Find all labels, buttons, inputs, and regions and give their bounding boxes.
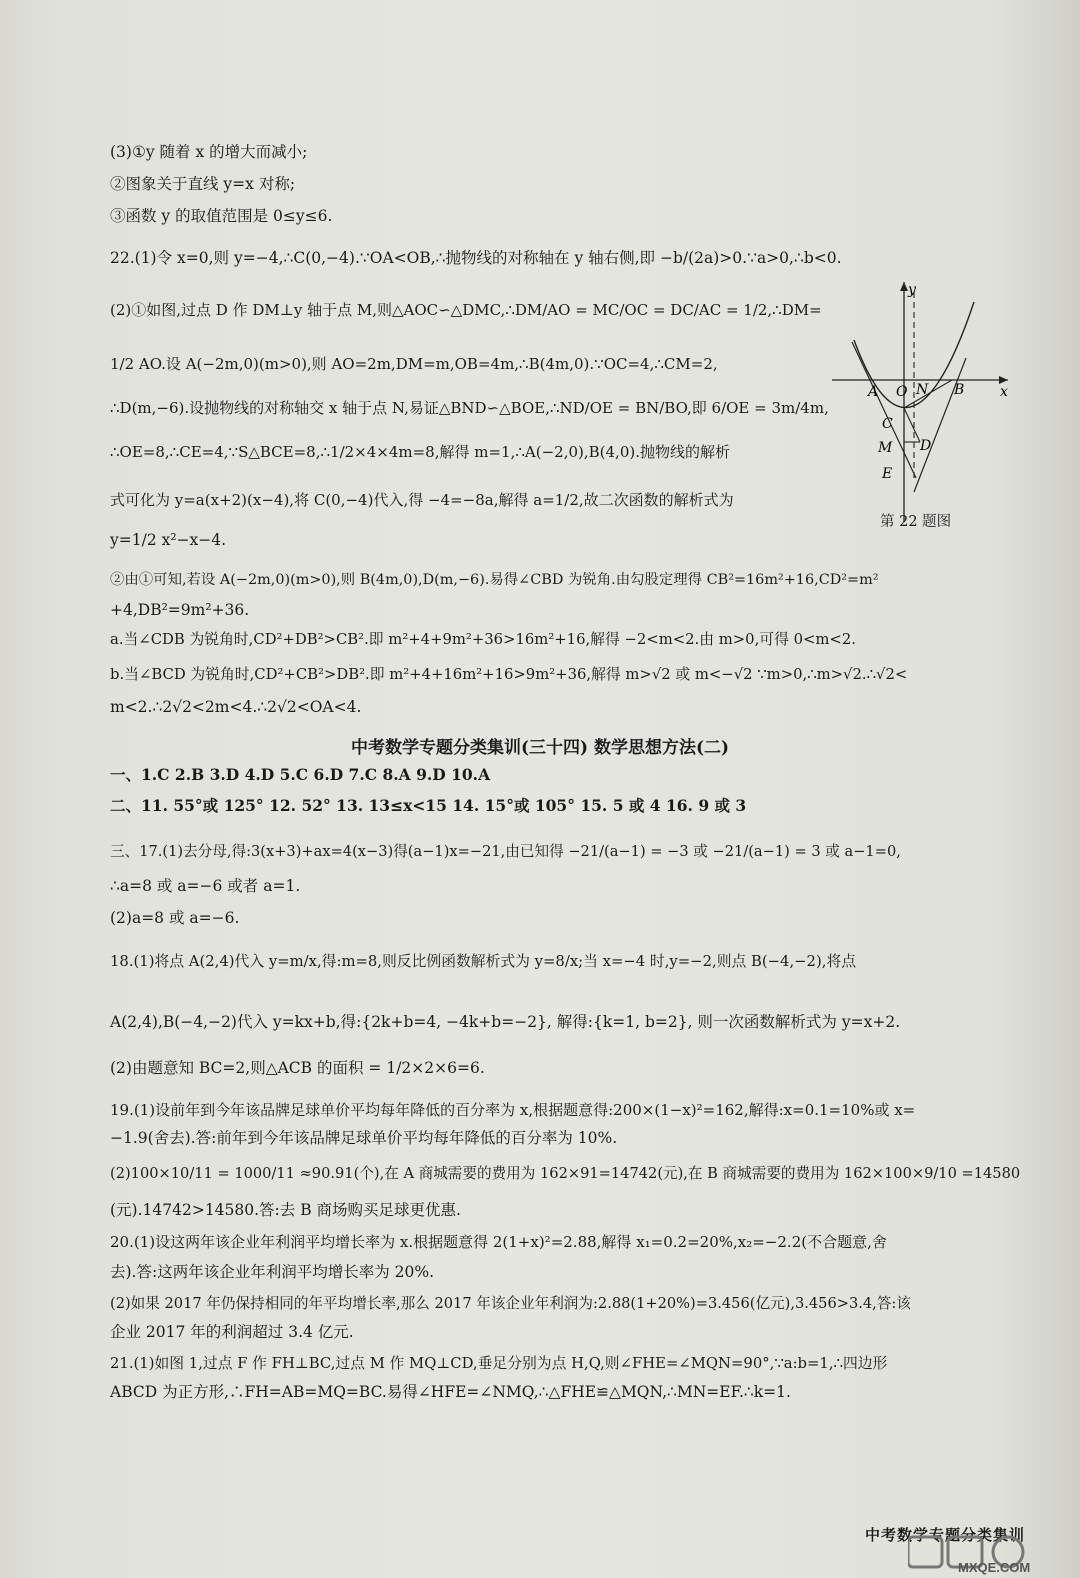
figure-label-e: E bbox=[882, 466, 893, 482]
text-line: 21.(1)如图 1,过点 F 作 FH⊥BC,过点 M 作 MQ⊥CD,垂足分别为点 H,Q,则∠FHE=∠MQN=90°,∵a:b=1,∴四边形 bbox=[110, 1355, 888, 1372]
text-line: m<2.∴2√2<2m<4.∴2√2<OA<4. bbox=[110, 698, 362, 716]
text-line: ∴OE=8,∴CE=4,∵S△BCE=8,∴1/2×4×4m=8,解得 m=1,∴A(−2,0),B(4,0).抛物线的解析 bbox=[110, 443, 730, 461]
figure-label-x: x bbox=[1000, 384, 1008, 400]
answer-line: 一、1.C 2.B 3.D 4.D 5.C 6.D 7.C 8.A 9.D 10.A bbox=[110, 765, 491, 784]
parabola-figure bbox=[832, 282, 1012, 532]
figure-label-c: C bbox=[882, 416, 893, 432]
text-line: (2)①如图,过点 D 作 DM⊥y 轴于点 M,则△AOC∽△DMC,∴DM/AO = MC/OC = DC/AC = 1/2,∴DM= bbox=[110, 301, 822, 319]
text-line: 式可化为 y=a(x+2)(x−4),将 C(0,−4)代入,得 −4=−8a,解得 a=1/2,故二次函数的解析式为 bbox=[110, 491, 734, 509]
text-line: 三、17.(1)去分母,得:3(x+3)+ax=4(x−3)得(a−1)x=−21,由已知得 −21/(a−1) = −3 或 −21/(a−1) = 3 或 a−1=0, bbox=[110, 843, 901, 860]
section-title: 中考数学专题分类集训(三十四) 数学思想方法(二) bbox=[350, 738, 730, 758]
text-line: ③函数 y 的取值范围是 0≤y≤6. bbox=[110, 207, 333, 225]
text-line: (2)由题意知 BC=2,则△ACB 的面积 = 1/2×2×6=6. bbox=[110, 1059, 485, 1077]
figure-label-a: A bbox=[868, 384, 879, 400]
text-line: a.当∠CDB 为锐角时,CD²+DB²>CB².即 m²+4+9m²+36>16m²+16,解得 −2<m<2.由 m>0,可得 0<m<2. bbox=[110, 631, 856, 648]
line-be bbox=[914, 358, 966, 492]
figure-label-y: y bbox=[908, 282, 916, 298]
line-ae bbox=[852, 342, 916, 478]
figure-label-m: M bbox=[878, 440, 893, 456]
answer-line: 二、11. 55°或 125° 12. 52° 13. 13≤x<15 14. 15°或 105° 15. 5 或 4 16. 9 或 3 bbox=[110, 796, 747, 815]
text-line: (2)a=8 或 a=−6. bbox=[110, 909, 240, 927]
text-line: A(2,4),B(−4,−2)代入 y=kx+b,得:{2k+b=4, −4k+b=−2}, 解得:{k=1, b=2}, 则一次函数解析式为 y=x+2. bbox=[110, 1013, 901, 1031]
text-line: ABCD 为正方形,∴FH=AB=MQ=BC.易得∠HFE=∠NMQ,∴△FHE≌△MQN,∴MN=EF.∴k=1. bbox=[110, 1383, 791, 1401]
figure-label-n: N bbox=[916, 382, 929, 398]
text-line: +4,DB²=9m²+36. bbox=[110, 601, 250, 619]
text-line: 19.(1)设前年到今年该品牌足球单价平均每年降低的百分率为 x,根据题意得:200×(1−x)²=162,解得:x=0.1=10%或 x= bbox=[110, 1101, 916, 1119]
figure-caption: 第 22 题图 bbox=[880, 514, 952, 530]
watermark-text: MXQE.COM bbox=[958, 1560, 1031, 1575]
text-line: (3)①y 随着 x 的增大而减小; bbox=[110, 143, 308, 161]
line-cd bbox=[904, 408, 920, 442]
page-footer: 中考数学专题分类集训 bbox=[865, 1526, 1026, 1544]
text-line: 20.(1)设这两年该企业年利润平均增长率为 x.根据题意得 2(1+x)²=2.88,解得 x₁=0.2=20%,x₂=−2.2(不合题意,舍 bbox=[110, 1233, 887, 1251]
text-line: b.当∠BCD 为锐角时,CD²+CB²>DB².即 m²+4+16m²+16>9m²+36,解得 m>√2 或 m<−√2 ∵m>0,∴m>√2.∴√2< bbox=[110, 666, 908, 683]
text-line: −1.9(舍去).答:前年到今年该品牌足球单价平均每年降低的百分率为 10%. bbox=[110, 1129, 618, 1147]
text-line: 18.(1)将点 A(2,4)代入 y=m/x,得:m=8,则反比例函数解析式为 y=8/x;当 x=−4 时,y=−2,则点 B(−4,−2),将点 bbox=[110, 953, 857, 970]
text-line: ∴a=8 或 a=−6 或者 a=1. bbox=[110, 877, 301, 895]
text-line: 1/2 AO.设 A(−2m,0)(m>0),则 AO=2m,DM=m,OB=4m,∴B(4m,0).∵OC=4,∴CM=2, bbox=[110, 355, 718, 373]
text-line: ②图象关于直线 y=x 对称; bbox=[110, 175, 296, 193]
text-line: ②由①可知,若设 A(−2m,0)(m>0),则 B(4m,0),D(m,−6).易得∠CBD 为锐角.由勾股定理得 CB²=16m²+16,CD²=m² bbox=[110, 572, 879, 588]
figure-label-o: O bbox=[896, 384, 908, 400]
text-line: y=1/2 x²−x−4. bbox=[110, 531, 227, 549]
text-line: 22.(1)令 x=0,则 y=−4,∴C(0,−4).∵OA<OB,∴抛物线的对称轴在 y 轴右侧,即 −b/(2a)>0.∵a>0,∴b<0. bbox=[110, 249, 842, 267]
text-line: (2)如果 2017 年仍保持相同的年平均增长率,那么 2017 年该企业年利润为:2.88(1+20%)=3.456(亿元),3.456>3.4,答:该 bbox=[110, 1295, 911, 1312]
y-axis-arrow bbox=[900, 282, 908, 291]
x-axis-arrow bbox=[999, 376, 1008, 384]
text-line: 企业 2017 年的利润超过 3.4 亿元. bbox=[110, 1323, 354, 1341]
figure-label-d: D bbox=[920, 438, 932, 454]
text-line: (2)100×10/11 = 1000/11 ≈90.91(个),在 A 商城需要的费用为 162×91=14742(元),在 B 商城需要的费用为 162×100×9/10 =14580 bbox=[110, 1165, 1021, 1182]
text-line: ∴D(m,−6).设抛物线的对称轴交 x 轴于点 N,易证△BND∽△BOE,∴ND/OE = BN/BO,即 6/OE = 3m/4m, bbox=[110, 399, 829, 417]
text-line: 去).答:这两年该企业年利润平均增长率为 20%. bbox=[110, 1263, 435, 1281]
text-line: (元).14742>14580.答:去 B 商场购买足球更优惠. bbox=[110, 1201, 461, 1219]
figure-label-b: B bbox=[954, 382, 965, 398]
